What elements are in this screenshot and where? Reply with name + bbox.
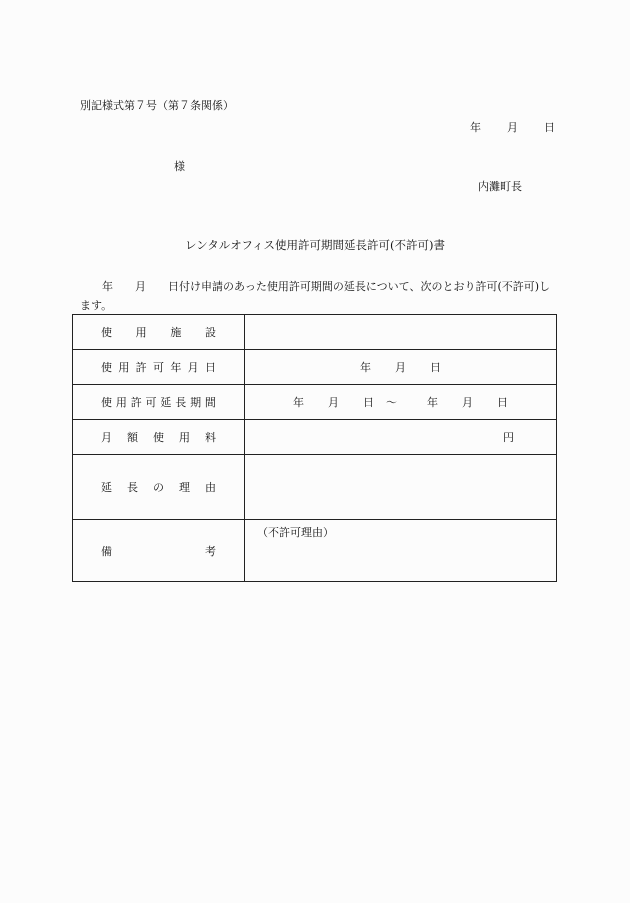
label-text — [101, 429, 216, 445]
end-month-label: 月 — [462, 396, 473, 409]
label-text — [101, 479, 216, 495]
start-year-label: 年 — [293, 396, 304, 409]
label-char: 長 — [127, 481, 138, 494]
label-char: 許 — [130, 396, 142, 409]
label-char: 年 — [170, 361, 182, 374]
value-facility — [245, 315, 557, 350]
value-permit-date — [245, 350, 557, 385]
label-char: 日 — [204, 361, 216, 374]
value-extension-period — [245, 385, 557, 420]
value-remarks — [245, 520, 557, 582]
label-char: 延 — [160, 396, 172, 409]
label-char: 月 — [187, 361, 199, 374]
value-monthly-fee — [245, 420, 557, 455]
label-char: 使 — [153, 431, 164, 444]
day-label: 日 — [430, 361, 441, 374]
table-row — [73, 455, 557, 520]
label-char: 料 — [205, 431, 216, 444]
body-text: 年 月 日付け申請のあった使用許可期間の延長について、次のとおり許可(不許可)します。 — [80, 280, 551, 312]
label-char: 許 — [135, 361, 147, 374]
form-code: 別記様式第７号（第７条関係） — [80, 99, 234, 112]
label-char: 用 — [135, 326, 147, 339]
label-char: 使 — [101, 396, 112, 409]
permit-form-table — [72, 314, 557, 582]
yen-unit: 円 — [503, 431, 514, 444]
table-row — [73, 315, 557, 350]
value-extension-reason — [245, 455, 557, 520]
label-char: 間 — [204, 396, 216, 409]
label-char: 可 — [145, 396, 157, 409]
end-year-label: 年 — [427, 396, 438, 409]
label-char: 用 — [179, 431, 190, 444]
date-month-label: 月 — [507, 121, 518, 134]
label-extension-period — [73, 385, 245, 420]
label-char: 月 — [101, 431, 112, 444]
label-char: 用 — [118, 361, 130, 374]
issue-date — [470, 119, 555, 135]
label-char: 由 — [205, 481, 216, 494]
label-text — [101, 324, 216, 340]
label-extension-reason — [73, 455, 245, 520]
label-permit-date — [73, 350, 245, 385]
label-char: 施 — [170, 326, 182, 339]
table-row — [73, 350, 557, 385]
label-char: 長 — [175, 396, 187, 409]
month-label: 月 — [395, 361, 406, 374]
label-text — [101, 394, 216, 410]
end-day-label: 日 — [497, 396, 508, 409]
label-char: 額 — [127, 431, 138, 444]
label-char: 設 — [204, 326, 216, 339]
label-char: 用 — [115, 396, 127, 409]
year-label: 年 — [360, 361, 371, 374]
document-title: レンタルオフィス使用許可期間延長許可(不許可)書 — [185, 238, 445, 252]
label-remarks — [73, 520, 245, 582]
label-char: 備 — [101, 544, 112, 558]
label-char: 延 — [101, 481, 112, 494]
label-char: 使 — [101, 326, 112, 339]
range-separator: ～ — [386, 396, 397, 409]
label-char: 使 — [101, 361, 112, 374]
permit-date-fields — [245, 359, 556, 375]
addressee-suffix: 様 — [174, 160, 185, 173]
table-row — [73, 420, 557, 455]
label-char: 考 — [205, 544, 216, 558]
label-monthly-fee — [73, 420, 245, 455]
date-day-label: 日 — [544, 121, 555, 134]
table-row — [73, 520, 557, 582]
label-text — [101, 543, 216, 559]
rejection-reason-note: （不許可理由） — [257, 526, 334, 539]
issuer-name: 内灘町長 — [478, 180, 522, 193]
label-char: の — [153, 481, 164, 494]
label-facility — [73, 315, 245, 350]
label-char: 期 — [190, 396, 202, 409]
date-year-label: 年 — [470, 121, 481, 134]
extension-period-fields — [245, 394, 556, 410]
label-char: 可 — [152, 361, 164, 374]
label-char: 理 — [179, 481, 190, 494]
table-row — [73, 385, 557, 420]
start-day-label: 日 — [363, 396, 374, 409]
start-month-label: 月 — [328, 396, 339, 409]
label-text — [101, 359, 216, 375]
